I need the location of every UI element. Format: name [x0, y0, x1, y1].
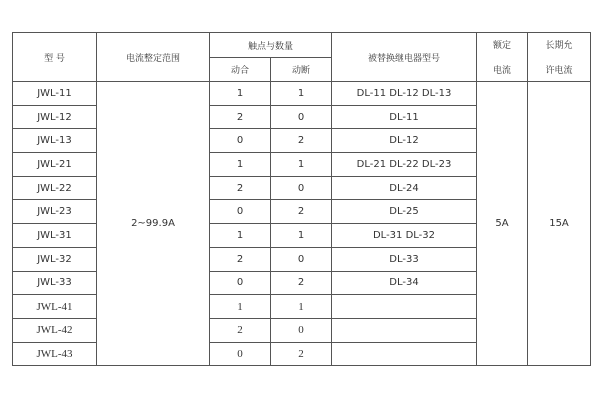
cell-model: JWL-31 — [13, 224, 97, 248]
cell-make: 1 — [210, 82, 271, 106]
cell-replaces: DL-24 — [332, 176, 477, 200]
cell-model: JWL-11 — [13, 82, 97, 106]
cell-make: 2 — [210, 247, 271, 271]
cell-break: 0 — [271, 247, 332, 271]
cell-break: 1 — [271, 295, 332, 319]
cell-break: 2 — [271, 271, 332, 295]
cell-make: 0 — [210, 200, 271, 224]
cell-break: 0 — [271, 176, 332, 200]
header-make: 动合 — [210, 58, 271, 82]
cell-break: 0 — [271, 318, 332, 342]
header-allowed-current — [528, 33, 591, 82]
cell-break: 2 — [271, 342, 332, 366]
cell-make: 1 — [210, 153, 271, 177]
cell-model: JWL-13 — [13, 129, 97, 153]
header-allowed-line2: 许电流 — [545, 66, 573, 76]
header-replaces: 被替换继电器型号 — [332, 33, 477, 82]
cell-replaces: DL-11 DL-12 DL-13 — [332, 82, 477, 106]
cell-replaces: DL-21 DL-22 DL-23 — [332, 153, 477, 177]
cell-make: 1 — [210, 224, 271, 248]
cell-model: JWL-42 — [13, 318, 97, 342]
cell-rated-current: 5A — [477, 82, 528, 366]
cell-break: 0 — [271, 105, 332, 129]
header-range: 电流整定范围 — [97, 33, 210, 82]
table-row — [13, 82, 591, 106]
cell-make: 2 — [210, 176, 271, 200]
cell-replaces: DL-25 — [332, 200, 477, 224]
cell-make: 1 — [210, 295, 271, 319]
cell-break: 2 — [271, 200, 332, 224]
header-model: 型 号 — [13, 33, 97, 82]
cell-replaces: DL-11 — [332, 105, 477, 129]
cell-replaces: DL-34 — [332, 271, 477, 295]
cell-replaces — [332, 295, 477, 319]
cell-make: 0 — [210, 271, 271, 295]
cell-make: 0 — [210, 129, 271, 153]
cell-model: JWL-23 — [13, 200, 97, 224]
cell-break: 2 — [271, 129, 332, 153]
cell-model: JWL-12 — [13, 105, 97, 129]
header-rated-current — [477, 33, 528, 82]
cell-model: JWL-41 — [13, 295, 97, 319]
cell-make: 2 — [210, 105, 271, 129]
cell-replaces: DL-31 DL-32 — [332, 224, 477, 248]
cell-make: 0 — [210, 342, 271, 366]
cell-break: 1 — [271, 153, 332, 177]
cell-replaces: DL-12 — [332, 129, 477, 153]
header-rated-line1: 额定 — [492, 41, 511, 51]
cell-allowed-current: 15A — [528, 82, 591, 366]
header-allowed-line1: 长期允 — [545, 41, 573, 51]
cell-model: JWL-22 — [13, 176, 97, 200]
cell-replaces: DL-33 — [332, 247, 477, 271]
header-rated-line2: 电流 — [492, 66, 511, 76]
cell-range: 2~99.9A — [97, 82, 210, 366]
cell-model: JWL-21 — [13, 153, 97, 177]
cell-replaces — [332, 342, 477, 366]
relay-spec-table — [12, 32, 591, 366]
cell-make: 2 — [210, 318, 271, 342]
cell-model: JWL-33 — [13, 271, 97, 295]
cell-model: JWL-43 — [13, 342, 97, 366]
header-break: 动断 — [271, 58, 332, 82]
cell-break: 1 — [271, 224, 332, 248]
cell-replaces — [332, 318, 477, 342]
header-contacts: 触点与数量 — [210, 33, 332, 58]
cell-break: 1 — [271, 82, 332, 106]
cell-model: JWL-32 — [13, 247, 97, 271]
